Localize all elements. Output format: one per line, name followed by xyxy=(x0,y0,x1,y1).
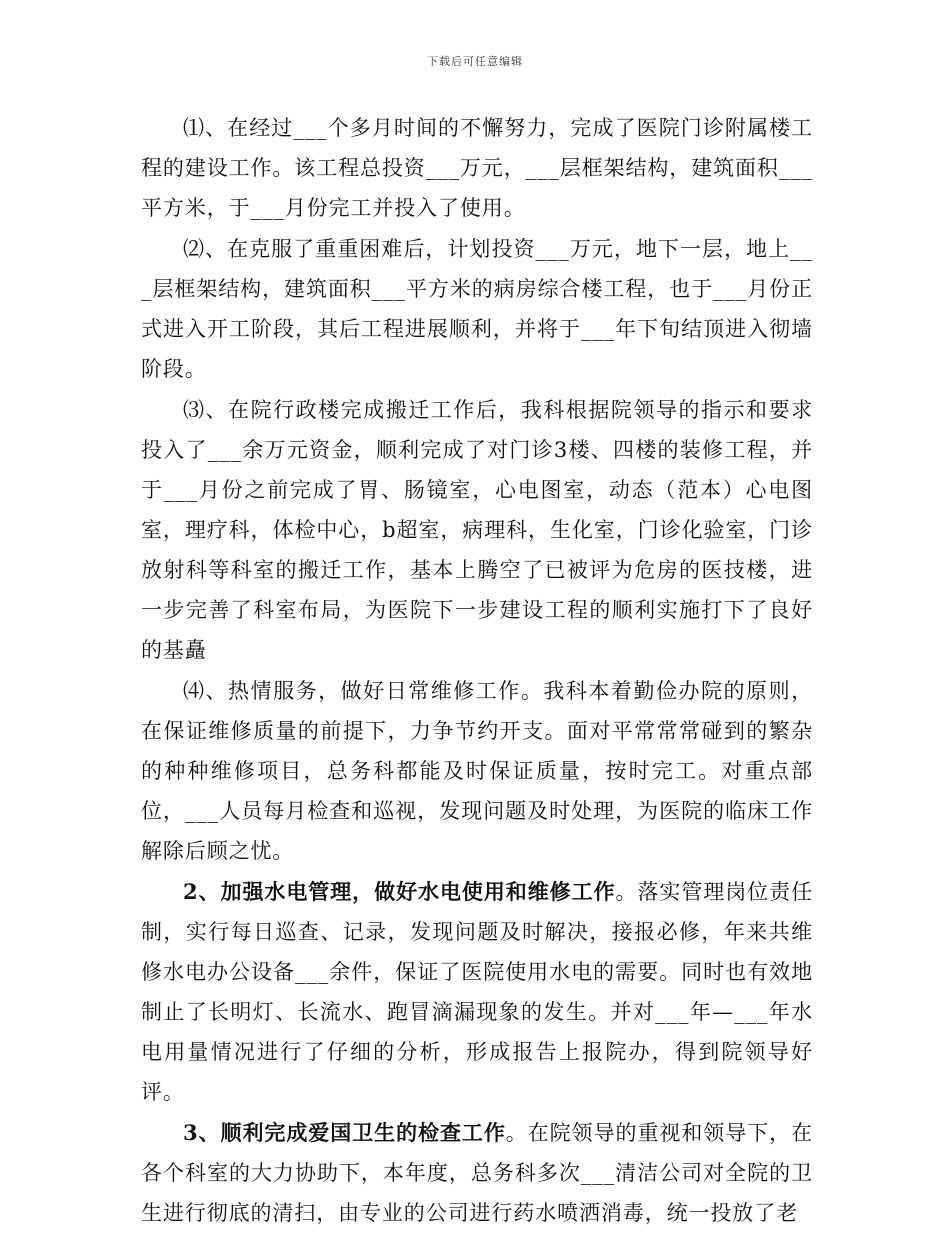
section-heading-2: 2、加强水电管理，做好水电使用和维修工作 xyxy=(183,879,616,904)
paragraph-2 xyxy=(141,229,813,389)
paragraph-5 xyxy=(141,872,813,1112)
paragraph-1 xyxy=(141,108,813,228)
paragraph-4 xyxy=(141,671,813,871)
paragraph-6-text: 。在院领导的重视和领导下，在各个科室的大力协助下，本年度，总务科多次___清洁公司对全院的卫生进行彻底的清扫，由专业的公司进行药水喷洒消毒，统一投放了老 xyxy=(141,1121,813,1225)
paragraph-6 xyxy=(141,1113,813,1233)
paragraph-3-text: ⑶、在院行政楼完成搬迁工作后，我科根据院领导的指示和要求投入了___余万元资金，顺利完成了对门诊3楼、四楼的装修工程，并于___月份之前完成了胃、肠镜室，心电图室，动态（范本）心电图室，理疗科，体检中心，b超室，病理科，生化室，门诊化验室，门诊放射科等科室的搬迁工作，基本上腾空了已被评为危房的医技楼，进一步完善了科室布局，为医院下一步建设工程的顺利实施打下了良好的基矗 xyxy=(141,398,813,662)
paragraph-5-text: 。落实管理岗位责任制，实行每日巡查、记录，发现问题及时解决，接报必修，年来共维修水电办公设备___余件，保证了医院使用水电的需要。同时也有效地制止了长明灯、长流水、跑冒滴漏现象的发生。并对___年—___年水电用量情况进行了仔细的分析，形成报告上报院办，得到院领导好评。 xyxy=(141,880,813,1104)
paragraph-1-text: ⑴、在经过___个多月时间的不懈努力，完成了医院门诊附属楼工程的建设工作。该工程总投资___万元，___层框架结构，建筑面积___平方米，于___月份完工并投入了使用。 xyxy=(141,116,813,220)
page-header: 下载后可任意编辑 xyxy=(427,55,523,68)
paragraph-3 xyxy=(141,390,813,670)
paragraph-4-text: ⑷、热情服务，做好日常维修工作。我科本着勤俭办院的原则，在保证维修质量的前提下，力争节约开支。面对平常常常碰到的繁杂的种种维修项目，总务科都能及时保证质量，按时完工。对重点部位，___人员每月检查和巡视，发现问题及时处理，为医院的临床工作解除后顾之忧。 xyxy=(141,679,813,863)
section-heading-3: 3、顺利完成爱国卫生的检查工作 xyxy=(183,1120,506,1145)
document-body xyxy=(141,108,813,1233)
paragraph-2-text: ⑵、在克服了重重困难后，计划投资___万元，地下一层，地上___层框架结构，建筑面积___平方米的病房综合楼工程，也于___月份正式进入开工阶段，其后工程进展顺利，并将于___年下旬结顶进入彻墙阶段。 xyxy=(141,237,813,381)
